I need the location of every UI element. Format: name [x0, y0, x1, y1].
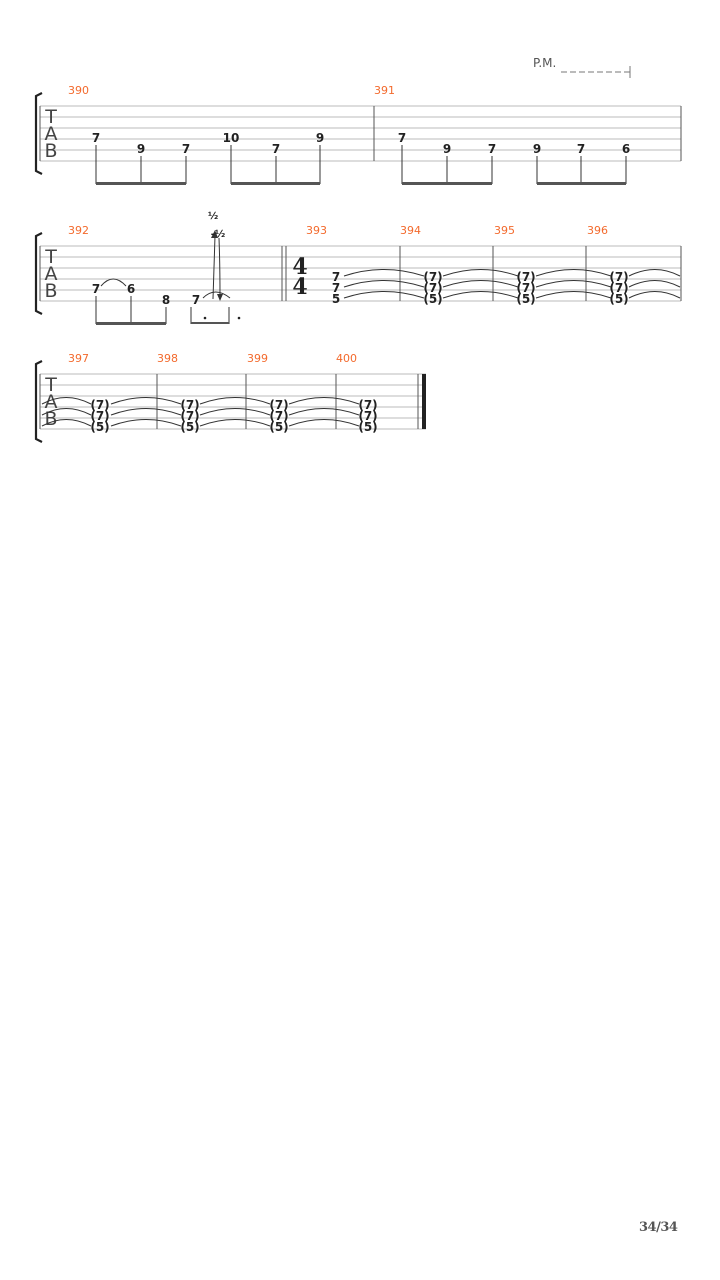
fret-number: 7 [91, 131, 101, 145]
system-bracket [36, 233, 42, 314]
fret-number: (7) [358, 398, 378, 412]
tab-clef-t: T [45, 374, 57, 396]
fret-number: 7 [487, 142, 497, 156]
bend-amount-label: ½ [207, 211, 219, 222]
measure-number: 393 [306, 224, 327, 237]
fret-number: 9 [532, 142, 542, 156]
page-number: 34/34 [639, 1220, 678, 1235]
note-beams [96, 182, 626, 185]
fret-number: 7 [576, 142, 586, 156]
fret-number: (7) [516, 281, 536, 295]
fret-number: (5) [269, 420, 289, 434]
fret-number: (7) [269, 398, 289, 412]
fret-number: (7) [180, 398, 200, 412]
fret-number: 5 [331, 292, 341, 306]
tab-clef-t: T [45, 106, 57, 128]
measure-number: 397 [68, 352, 89, 365]
time-signature-top: 4 [292, 254, 308, 280]
fret-number: 9 [442, 142, 452, 156]
fret-number: 7 [331, 270, 341, 284]
fret-number: 7 [91, 282, 101, 296]
measure-number: 392 [68, 224, 89, 237]
tab-staff [40, 246, 681, 301]
system-1 [36, 84, 681, 185]
palm-mute-label: P.M. [533, 56, 557, 70]
fret-number: 6 [621, 142, 631, 156]
dot [238, 317, 241, 320]
system-3 [36, 352, 426, 442]
final-barline-thick [422, 374, 426, 429]
fret-number: 8 [161, 293, 171, 307]
measure-number: 394 [400, 224, 421, 237]
tab-clef-b: B [44, 280, 58, 302]
note-stems [96, 145, 626, 184]
time-signature-bottom: 4 [292, 274, 308, 300]
bend-arrowhead-down [217, 294, 223, 301]
tab-clef-a: A [44, 263, 58, 285]
fret-number: (7) [90, 398, 110, 412]
fret-number: (7) [516, 270, 536, 284]
fret-number: 7 [331, 281, 341, 295]
fret-number: (7) [90, 409, 110, 423]
fret-number: 7 [397, 131, 407, 145]
fret-number: (5) [516, 292, 536, 306]
system-bracket [36, 361, 42, 442]
fret-number: 9 [136, 142, 146, 156]
bend-arrow-down [219, 238, 220, 296]
note-beams [96, 322, 229, 325]
measure-number: 396 [587, 224, 608, 237]
tie-arcs [344, 270, 680, 299]
tab-clef-t: T [45, 246, 57, 268]
fret-number: 10 [222, 131, 240, 145]
tab-clef-a: A [44, 391, 58, 413]
fret-number: 9 [315, 131, 325, 145]
fret-number: (5) [358, 420, 378, 434]
measure-number: 395 [494, 224, 515, 237]
slur [101, 279, 126, 286]
fret-number: (7) [423, 281, 443, 295]
measure-number: 398 [157, 352, 178, 365]
fret-number: (7) [609, 270, 629, 284]
system-2 [36, 211, 681, 325]
tab-clef-b: B [44, 408, 58, 430]
tab-clef-b: B [44, 140, 58, 162]
measure-number: 391 [374, 84, 395, 97]
fret-number: (5) [90, 420, 110, 434]
fret-number: (7) [269, 409, 289, 423]
fret-number: 7 [271, 142, 281, 156]
fret-number: 7 [191, 293, 201, 307]
dot [204, 317, 207, 320]
fret-number: (5) [423, 292, 443, 306]
fret-number: (5) [609, 292, 629, 306]
measure-number: 400 [336, 352, 357, 365]
fret-number: 6 [126, 282, 136, 296]
tab-clef-a: A [44, 123, 58, 145]
fret-number: (7) [180, 409, 200, 423]
fret-number: 7 [181, 142, 191, 156]
bend-curve [203, 292, 230, 298]
fret-number: (5) [180, 420, 200, 434]
measure-number: 390 [68, 84, 89, 97]
fret-number: (7) [423, 270, 443, 284]
measure-number: 399 [247, 352, 268, 365]
release-amount-label: -½ [210, 229, 226, 240]
fret-number: (7) [609, 281, 629, 295]
system-bracket [36, 93, 42, 174]
fret-number: (7) [358, 409, 378, 423]
